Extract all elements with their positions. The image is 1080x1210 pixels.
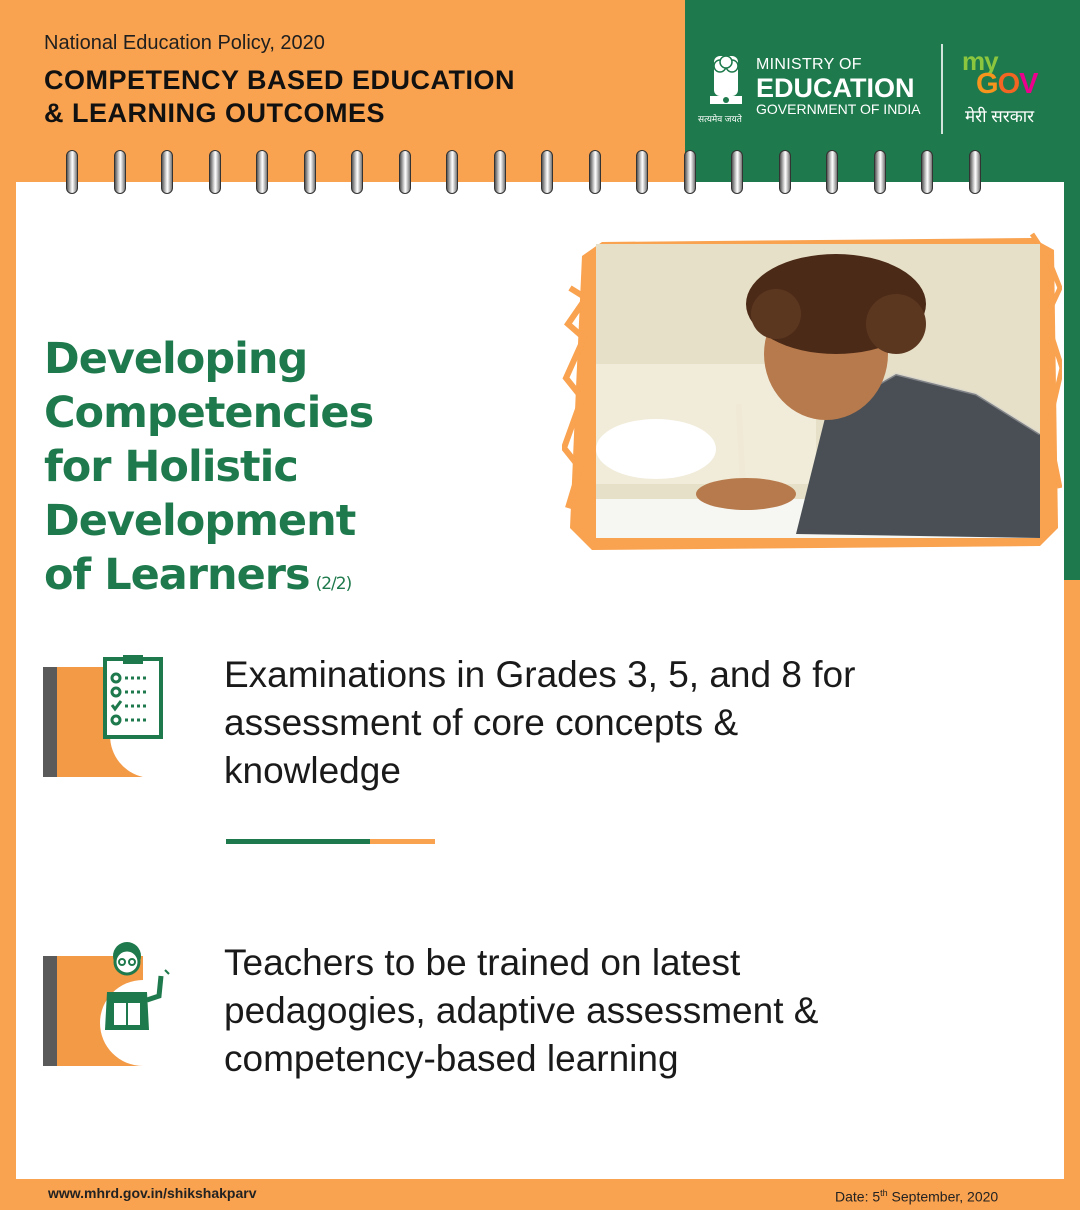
ministry-line1: MINISTRY OF	[756, 56, 862, 73]
logo-divider	[941, 44, 943, 134]
main-title-part: (2/2)	[315, 574, 352, 594]
spiral-ring	[541, 150, 553, 194]
separator-orange	[370, 839, 435, 844]
spiral-ring	[114, 150, 126, 194]
spiral-ring	[351, 150, 363, 194]
main-title-line1: Developing Competencies	[44, 334, 374, 438]
main-title-line3-wrap	[44, 548, 564, 611]
mygov-logo-gov	[976, 68, 1037, 101]
teacher-icon	[43, 940, 173, 1070]
photo-illustration	[596, 244, 1040, 538]
spiral-ring	[874, 150, 886, 194]
emblem-caption: सत्यमेव जयते	[698, 114, 742, 124]
child-writing-photo	[596, 244, 1040, 538]
item-examinations-line1: Examinations in Grades 3, 5, and 8 for	[224, 654, 856, 695]
spiral-ring	[399, 150, 411, 194]
spiral-ring	[66, 150, 78, 194]
main-title-line3: of Learners	[44, 550, 310, 600]
ministry-line2: EDUCATION	[756, 73, 915, 103]
clipboard-checklist-icon	[43, 655, 163, 780]
item-examinations-line3: knowledge	[224, 750, 401, 791]
header-title	[44, 64, 515, 130]
mygov-o: O	[997, 68, 1020, 100]
item-teachers-line3: competency-based learning	[224, 1038, 679, 1079]
mygov-g: G	[976, 68, 998, 100]
spiral-ring	[969, 150, 981, 194]
spiral-ring	[161, 150, 173, 194]
item-examinations-line2: assessment of core concepts &	[224, 702, 739, 743]
ministry-line3: GOVERNMENT OF INDIA	[756, 101, 921, 117]
spiral-ring	[779, 150, 791, 194]
footer-date	[835, 1188, 998, 1205]
spiral-ring	[209, 150, 221, 194]
mygov-logo-my: my	[962, 46, 998, 76]
footer-date-prefix: Date: 5	[835, 1188, 881, 1205]
mygov-hindi-tagline: मेरी सरकार	[965, 107, 1035, 126]
spiral-ring	[589, 150, 601, 194]
item-teachers-text	[224, 939, 1024, 1083]
main-title	[44, 332, 564, 611]
mygov-v: V	[1019, 68, 1038, 100]
spiral-ring	[684, 150, 696, 194]
footer-date-sup: th	[880, 1188, 888, 1198]
spiral-ring	[921, 150, 933, 194]
spiral-ring	[256, 150, 268, 194]
footer-date-suffix: September, 2020	[887, 1188, 999, 1205]
separator-green	[226, 839, 370, 844]
header-title-line2: & LEARNING OUTCOMES	[44, 98, 386, 128]
header-subtitle: National Education Policy, 2020	[44, 32, 325, 54]
spiral-ring	[731, 150, 743, 194]
header-title-line1: COMPETENCY BASED EDUCATION	[44, 65, 516, 95]
spiral-ring	[494, 150, 506, 194]
spiral-binding	[0, 150, 1080, 200]
item-examinations-text	[224, 651, 1024, 795]
main-title-line2: for Holistic Development	[44, 442, 356, 546]
footer-url-link[interactable]: www.mhrd.gov.in/shikshakparv	[48, 1185, 257, 1201]
spiral-ring	[304, 150, 316, 194]
spiral-ring	[446, 150, 458, 194]
item-teachers-line2: pedagogies, adaptive assessment &	[224, 990, 819, 1031]
spiral-ring	[826, 150, 838, 194]
item-teachers-line1: Teachers to be trained on latest	[224, 942, 741, 983]
spiral-ring	[636, 150, 648, 194]
